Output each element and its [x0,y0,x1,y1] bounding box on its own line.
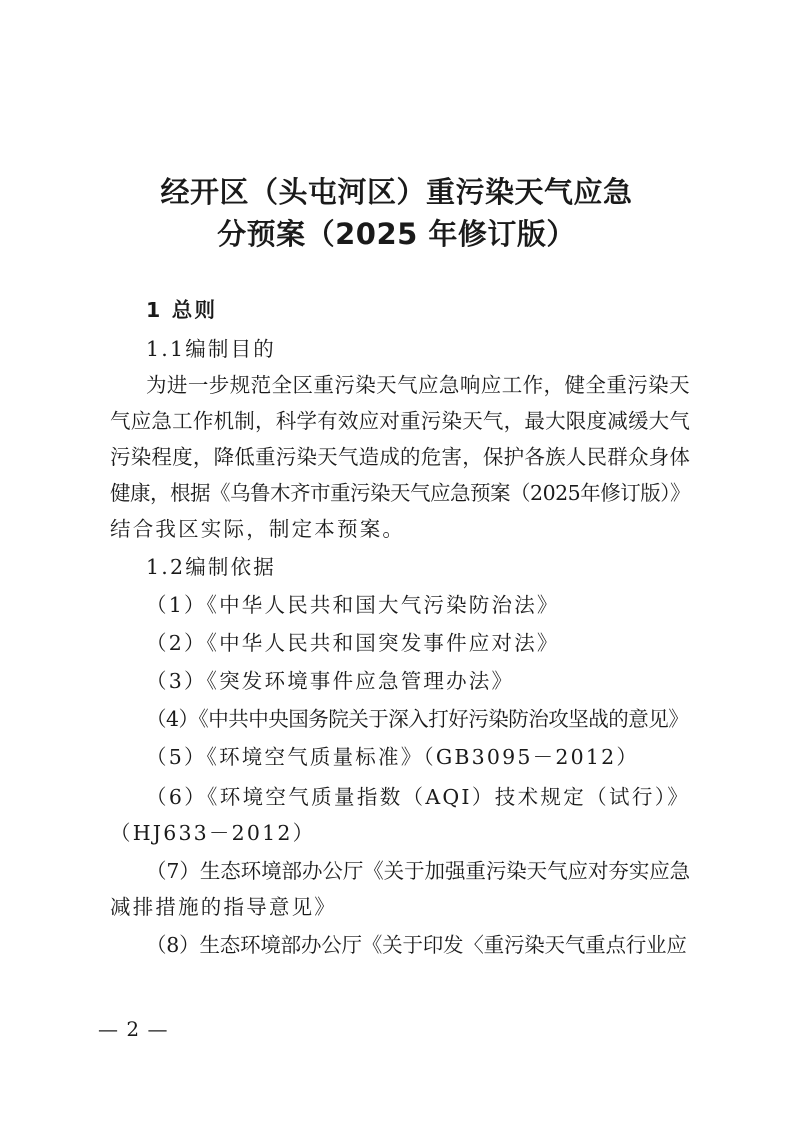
document-title-line-1: 经开区（头屯河区）重污染天气应急 [160,175,633,209]
basis-item: （5）《环境空气质量标准》（GB3095－2012） [146,745,640,769]
paragraph-line: 为进一步规范全区重污染天气应急响应工作，健全重污染天 [146,373,690,397]
basis-item: （8）生态环境部办公厅《关于印发〈重污染天气重点行业应 [146,933,687,957]
basis-item: （6）《环境空气质量指数（AQI）技术规定（试行）》 [146,785,690,809]
section-heading-basis: 1.2编制依据 [146,555,277,579]
basis-item: （1）《中华人民共和国大气污染防治法》 [146,593,560,617]
paragraph-line: 结合我区实际，制定本预案。 [110,517,406,541]
basis-item-continuation: （HJ633－2012） [110,821,316,845]
paragraph-line: 污染程度，降低重污染天气造成的危害，保护各族人民群众身体 [110,445,690,469]
section-heading-general: 1 总则 [146,298,218,322]
basis-item: （7）生态环境部办公厅《关于加强重污染天气应对夯实应急 [146,859,690,883]
page-number: — 2 — [98,1017,169,1041]
basis-item: （2）《中华人民共和国突发事件应对法》 [146,631,560,655]
basis-item-continuation: 减排措施的指导意见》 [110,895,337,919]
section-heading-purpose: 1.1编制目的 [146,337,277,361]
paragraph-line: 健康，根据《乌鲁木齐市重污染天气应急预案（2025年修订版）》 [110,481,690,505]
paragraph-line: 气应急工作机制，科学有效应对重污染天气，最大限度减缓大气 [110,409,690,433]
basis-item: （3）《突发环境事件应急管理办法》 [146,669,515,693]
basis-item: （4）《中共中央国务院关于深入打好污染防治攻坚战的意见》 [146,707,689,731]
document-title-line-2: 分预案（2025 年修订版） [217,217,576,251]
